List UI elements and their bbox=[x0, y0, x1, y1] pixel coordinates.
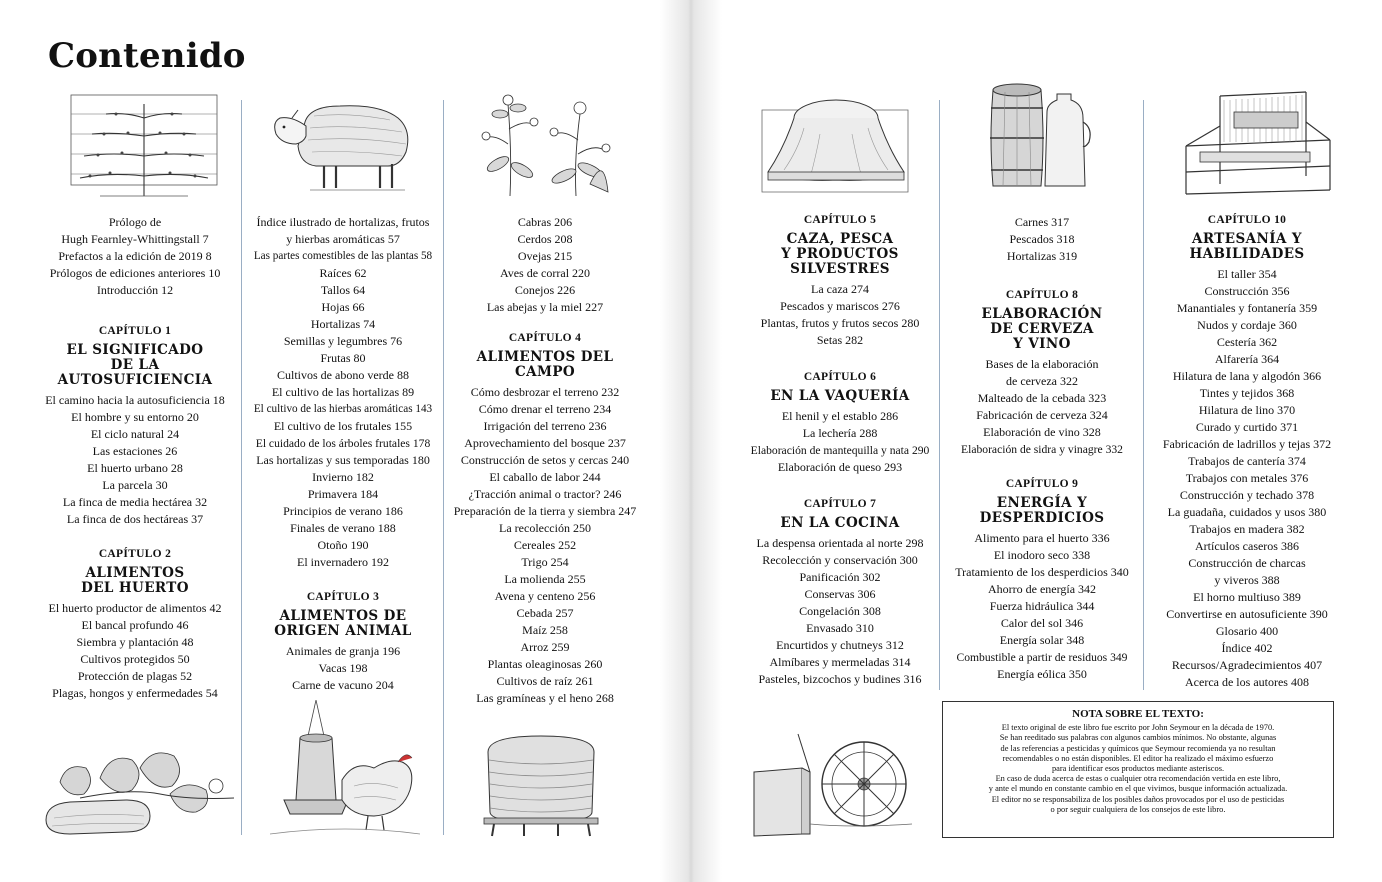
toc-entry: Vacas 198 bbox=[318, 661, 368, 675]
toc-entry: Irrigación del terreno 236 bbox=[483, 419, 607, 433]
toc-entry: Hilatura de lino 370 bbox=[1198, 403, 1296, 417]
toc-entry: Energía eólica 350 bbox=[997, 667, 1087, 681]
toc-entry: Nudos y cordaje 360 bbox=[1197, 318, 1297, 332]
toc-entry: Cestería 362 bbox=[1216, 335, 1278, 349]
toc-entry: El huerto urbano 28 bbox=[87, 461, 183, 475]
chapter-title: CAZA, PESCA Y PRODUCTOS SILVESTRES bbox=[781, 231, 899, 277]
toc-entry: Manantiales y fontanería 359 bbox=[1176, 301, 1318, 315]
column-divider bbox=[1143, 100, 1144, 690]
toc-entry: Construcción y techado 378 bbox=[1179, 488, 1315, 502]
chapter-title: ENERGÍA Y DESPERDICIOS bbox=[979, 495, 1105, 526]
toc-block bbox=[447, 330, 643, 707]
toc-entry: La caza 274 bbox=[811, 282, 869, 296]
toc-block bbox=[742, 212, 938, 349]
toc-entry: Trabajos de cantería 374 bbox=[1188, 454, 1306, 468]
toc-entry: Combustible a partir de residuos 349 bbox=[956, 651, 1128, 664]
toc-column-5 bbox=[943, 214, 1141, 683]
toc-entry: El ciclo natural 24 bbox=[90, 427, 180, 441]
toc-entry: Fabricación de ladrillos y tejas 372 bbox=[1162, 437, 1332, 451]
toc-entry: ¿Tracción animal o tractor? 246 bbox=[468, 487, 622, 501]
toc-block bbox=[30, 323, 240, 528]
toc-entry: Semillas y legumbres 76 bbox=[283, 334, 403, 348]
toc-block bbox=[1147, 212, 1347, 691]
note-line: El texto original de este libro fue escrito por John Seymour en la década de 1970. bbox=[1001, 723, 1275, 733]
toc-entry: Elaboración de sidra y vinagre 332 bbox=[961, 443, 1123, 456]
toc-entry: Congelación 308 bbox=[799, 604, 881, 618]
toc-entry: Arroz 259 bbox=[520, 640, 570, 654]
toc-entry: Tallos 64 bbox=[320, 283, 366, 297]
toc-entry: Recursos/Agradecimientos 407 bbox=[1171, 658, 1323, 672]
toc-entry: Prefactos a la edición de 2019 8 bbox=[58, 249, 212, 263]
toc-entry: Plantas oleaginosas 260 bbox=[487, 657, 603, 671]
toc-entry: Alfarería 364 bbox=[1214, 352, 1280, 366]
toc-entry: Calor del sol 346 bbox=[1000, 616, 1084, 630]
toc-entry: Finales de verano 188 bbox=[290, 521, 396, 535]
toc-block bbox=[30, 214, 240, 299]
toc-entry: Hilatura de lana y algodón 366 bbox=[1172, 369, 1322, 383]
toc-entry: Cultivos protegidos 50 bbox=[80, 652, 190, 666]
chapter-title: EN LA VAQUERÍA bbox=[770, 388, 910, 404]
toc-entry: Las gramíneas y el heno 268 bbox=[476, 691, 614, 705]
toc-entry: La lechería 288 bbox=[802, 426, 878, 440]
toc-entry: Tratamiento de los desperdicios 340 bbox=[955, 565, 1129, 579]
toc-entry: Envasado 310 bbox=[806, 621, 874, 635]
toc-entry: El bancal profundo 46 bbox=[81, 618, 189, 632]
note-line: de las referencias a pesticidas y químicos que Seymour recomienda ya no resultan bbox=[1000, 743, 1276, 753]
weaving-loom-illustration bbox=[1180, 86, 1338, 198]
toc-column-2 bbox=[245, 214, 441, 694]
toc-entry: Setas 282 bbox=[816, 333, 864, 347]
toc-entry: Siembra y plantación 48 bbox=[76, 635, 194, 649]
toc-entry: Protección de plagas 52 bbox=[77, 669, 193, 683]
toc-block bbox=[742, 369, 938, 476]
note-line: para identificar esos productos mediante asteriscos. bbox=[1051, 764, 1225, 774]
toc-entry: Índice 402 bbox=[1221, 641, 1273, 655]
toc-entry: Maíz 258 bbox=[522, 623, 568, 637]
toc-entry: Trabajos con metales 376 bbox=[1185, 471, 1309, 485]
note-line: Se han reeditado sus palabras con algunos cambios mínimos. No obstante, algunas bbox=[999, 733, 1277, 743]
toc-block bbox=[943, 287, 1141, 458]
toc-entry: Las abejas y la miel 227 bbox=[486, 300, 604, 314]
chapter-number: CAPÍTULO 1 bbox=[98, 325, 172, 337]
toc-entry: Avena y centeno 256 bbox=[494, 589, 596, 603]
toc-entry: Prólogos de ediciones anteriores 10 bbox=[49, 266, 221, 280]
toc-entry: Carne de vacuno 204 bbox=[292, 678, 394, 692]
toc-entry: Hojas 66 bbox=[321, 300, 365, 314]
column-divider bbox=[241, 100, 242, 835]
chapter-title: EN LA COCINA bbox=[780, 515, 900, 531]
toc-entry: La recolección 250 bbox=[499, 521, 591, 535]
chapter-title: ALIMENTOS DEL HUERTO bbox=[81, 565, 189, 596]
toc-entry: Trigo 254 bbox=[521, 555, 569, 569]
toc-entry: Elaboración de queso 293 bbox=[777, 460, 903, 474]
toc-entry: Alimento para el huerto 336 bbox=[974, 531, 1110, 545]
toc-entry: Primavera 184 bbox=[307, 487, 379, 501]
toc-entry: Cultivos de abono verde 88 bbox=[277, 368, 409, 382]
toc-entry: Tintes y tejidos 368 bbox=[1199, 386, 1295, 400]
water-wheel-illustration bbox=[752, 728, 912, 838]
toc-entry: Introducción 12 bbox=[96, 283, 174, 297]
toc-entry: El camino hacia la autosuficiencia 18 bbox=[45, 393, 225, 407]
toc-entry: Fuerza hidráulica 344 bbox=[989, 599, 1095, 613]
note-line: En caso de duda acerca de estas o cualquier otra recomendación vertida en este libro, bbox=[995, 774, 1281, 784]
toc-entry: Cómo drenar el terreno 234 bbox=[478, 402, 612, 416]
toc-entry: Almíbares y mermeladas 314 bbox=[769, 655, 911, 669]
chapter-title: ALIMENTOS DEL CAMPO bbox=[476, 349, 614, 380]
espalier-tree-illustration bbox=[70, 94, 218, 198]
toc-entry: Conejos 226 bbox=[514, 283, 576, 297]
toc-entry: La parcela 30 bbox=[102, 478, 168, 492]
toc-entry: La guadaña, cuidados y usos 380 bbox=[1167, 505, 1327, 519]
toc-entry: Artículos caseros 386 bbox=[1195, 539, 1299, 553]
toc-column-3 bbox=[447, 214, 643, 707]
chapter-title: ARTESANÍA Y HABILIDADES bbox=[1189, 231, 1305, 262]
toc-entry: Trabajos en madera 382 bbox=[1189, 522, 1305, 536]
note-box bbox=[942, 701, 1334, 838]
toc-entry: La molienda 255 bbox=[504, 572, 586, 586]
toc-entry: El hombre y su entorno 20 bbox=[71, 410, 199, 424]
toc-entry: Ahorro de energía 342 bbox=[987, 582, 1097, 596]
toc-entry: Animales de granja 196 bbox=[285, 644, 401, 658]
toc-entry: La finca de dos hectáreas 37 bbox=[66, 512, 204, 526]
note-line: o por seguir cualquiera de los consejos de este libro. bbox=[1050, 804, 1226, 814]
toc-entry: El caballo de labor 244 bbox=[489, 470, 601, 484]
toc-entry: Ovejas 215 bbox=[517, 249, 573, 263]
chapter-number: CAPÍTULO 9 bbox=[1005, 478, 1079, 490]
chapter-number: CAPÍTULO 8 bbox=[1005, 289, 1079, 301]
chapter-number: CAPÍTULO 7 bbox=[803, 498, 877, 510]
toc-entry: Pescados y mariscos 276 bbox=[780, 299, 900, 313]
page-gutter bbox=[660, 0, 722, 882]
toc-entry: Conservas 306 bbox=[804, 587, 876, 601]
toc-entry: Las partes comestibles de las plantas 58 bbox=[253, 250, 433, 262]
note-title: NOTA SOBRE EL TEXTO: bbox=[1072, 708, 1204, 720]
toc-entry: Aves de corral 220 bbox=[499, 266, 591, 280]
covered-cheese-illustration bbox=[754, 88, 916, 196]
page-title: Contenido bbox=[48, 36, 246, 76]
toc-entry: Pescados 318 bbox=[1009, 232, 1075, 246]
toc-column-4 bbox=[742, 212, 938, 688]
hanging-feeder-and-hen-illustration bbox=[270, 700, 420, 838]
toc-entry: El huerto productor de alimentos 42 bbox=[48, 601, 222, 615]
toc-entry: Hortalizas 319 bbox=[1006, 249, 1078, 263]
toc-entry: Cebada 257 bbox=[516, 606, 574, 620]
toc-entry: Las hortalizas y sus temporadas 180 bbox=[256, 453, 430, 467]
column-divider bbox=[939, 100, 940, 690]
toc-entry: Acerca de los autores 408 bbox=[1185, 675, 1309, 689]
toc-entry: La finca de media hectárea 32 bbox=[62, 495, 208, 509]
toc-entry: Construcción de setos y cercas 240 bbox=[460, 453, 630, 467]
chapter-number: CAPÍTULO 4 bbox=[508, 332, 582, 344]
barrel-and-jug-illustration bbox=[985, 78, 1095, 196]
chapter-title: EL SIGNIFICADO DE LA AUTOSUFICIENCIA bbox=[57, 342, 213, 388]
toc-entry: Elaboración de vino 328 bbox=[983, 425, 1101, 439]
toc-entry: y hierbas aromáticas 57 bbox=[286, 232, 400, 246]
toc-entry: Elaboración de mantequilla y nata 290 bbox=[750, 444, 930, 457]
toc-column-1 bbox=[30, 214, 240, 702]
toc-entry: Índice ilustrado de hortalizas, frutos bbox=[256, 215, 430, 229]
toc-entry: Hortalizas 74 bbox=[310, 317, 376, 331]
toc-entry: Cabras 206 bbox=[517, 215, 573, 229]
toc-block bbox=[943, 214, 1141, 265]
toc-block bbox=[447, 214, 643, 316]
sheep-illustration bbox=[270, 92, 415, 194]
toc-entry: Otoño 190 bbox=[317, 538, 369, 552]
chapter-number: CAPÍTULO 5 bbox=[803, 214, 877, 226]
toc-entry: El henil y el establo 286 bbox=[781, 409, 899, 423]
toc-entry: Fabricación de cerveza 324 bbox=[976, 408, 1108, 422]
toc-entry: Las estaciones 26 bbox=[92, 444, 178, 458]
toc-entry: El horno multiuso 389 bbox=[1193, 590, 1301, 604]
toc-entry: Construcción de charcas bbox=[1188, 556, 1306, 570]
toc-entry: Cerdos 208 bbox=[517, 232, 573, 246]
toc-block bbox=[30, 546, 240, 702]
chapter-number: CAPÍTULO 10 bbox=[1207, 214, 1287, 226]
toc-entry: de cerveza 322 bbox=[1006, 374, 1078, 388]
toc-block bbox=[943, 476, 1141, 683]
toc-entry: Aprovechamiento del bosque 237 bbox=[464, 436, 626, 450]
toc-entry: Cómo desbrozar el terreno 232 bbox=[470, 385, 620, 399]
note-line: El editor no se responsabiliza de los posibles daños provocados por el uso de pesticidas bbox=[991, 794, 1285, 804]
note-line: y ante el mundo en constante cambio en el que vivimos, busque información actualizada. bbox=[988, 784, 1288, 794]
toc-entry: Malteado de la cebada 323 bbox=[977, 391, 1107, 405]
toc-entry: Pasteles, bizcochos y budines 316 bbox=[758, 672, 922, 686]
toc-entry: Cereales 252 bbox=[513, 538, 577, 552]
herb-plants-illustration bbox=[480, 84, 615, 199]
toc-column-6 bbox=[1147, 212, 1347, 691]
toc-entry: Energía solar 348 bbox=[999, 633, 1085, 647]
toc-block bbox=[245, 214, 441, 571]
chapter-title: ALIMENTOS DE ORIGEN ANIMAL bbox=[274, 608, 412, 639]
toc-entry: Plantas, frutos y frutos secos 280 bbox=[760, 316, 920, 330]
toc-entry: El invernadero 192 bbox=[297, 555, 389, 569]
column-divider bbox=[443, 100, 444, 835]
toc-block bbox=[245, 589, 441, 694]
toc-entry: El cultivo de las hierbas aromáticas 143 bbox=[253, 403, 433, 415]
toc-entry: El cuidado de los árboles frutales 178 bbox=[255, 437, 431, 450]
squash-vine-illustration bbox=[40, 738, 238, 838]
toc-entry: Glosario 400 bbox=[1215, 624, 1279, 638]
toc-entry: Bases de la elaboración bbox=[985, 357, 1099, 371]
straw-beehive-illustration bbox=[478, 732, 604, 838]
toc-entry: Recolección y conservación 300 bbox=[762, 553, 918, 567]
toc-entry: y viveros 388 bbox=[1214, 573, 1280, 587]
chapter-number: CAPÍTULO 3 bbox=[306, 591, 380, 603]
toc-entry: Panificación 302 bbox=[799, 570, 881, 584]
toc-entry: El cultivo de los frutales 155 bbox=[273, 419, 413, 433]
toc-entry: La despensa orientada al norte 298 bbox=[756, 536, 924, 550]
toc-entry: El taller 354 bbox=[1217, 267, 1277, 281]
toc-entry: Frutas 80 bbox=[320, 351, 366, 365]
toc-entry: Prólogo de bbox=[108, 215, 162, 229]
toc-entry: Preparación de la tierra y siembra 247 bbox=[453, 504, 637, 518]
toc-entry: Principios de verano 186 bbox=[283, 504, 403, 518]
toc-entry: Construcción 356 bbox=[1204, 284, 1290, 298]
toc-entry: Encurtidos y chutneys 312 bbox=[776, 638, 904, 652]
toc-entry: Invierno 182 bbox=[312, 470, 374, 484]
toc-entry: El cultivo de las hortalizas 89 bbox=[271, 385, 415, 399]
chapter-number: CAPÍTULO 6 bbox=[803, 371, 877, 383]
toc-entry: Hugh Fearnley-Whittingstall 7 bbox=[61, 232, 209, 246]
chapter-title: ELABORACIÓN DE CERVEZA Y VINO bbox=[981, 306, 1103, 352]
toc-entry: Cultivos de raíz 261 bbox=[496, 674, 594, 688]
toc-entry: Convertirse en autosuficiente 390 bbox=[1166, 607, 1328, 621]
toc-entry: Carnes 317 bbox=[1014, 215, 1070, 229]
toc-entry: El inodoro seco 338 bbox=[993, 548, 1091, 562]
note-line: recomendables o no están disponibles. El editor ha realizado el máximo esfuerzo bbox=[1002, 753, 1274, 763]
toc-entry: Curado y curtido 371 bbox=[1195, 420, 1299, 434]
toc-entry: Plagas, hongos y enfermedades 54 bbox=[52, 686, 218, 700]
toc-entry: Raíces 62 bbox=[319, 266, 367, 280]
toc-block bbox=[742, 496, 938, 688]
chapter-number: CAPÍTULO 2 bbox=[98, 548, 172, 560]
